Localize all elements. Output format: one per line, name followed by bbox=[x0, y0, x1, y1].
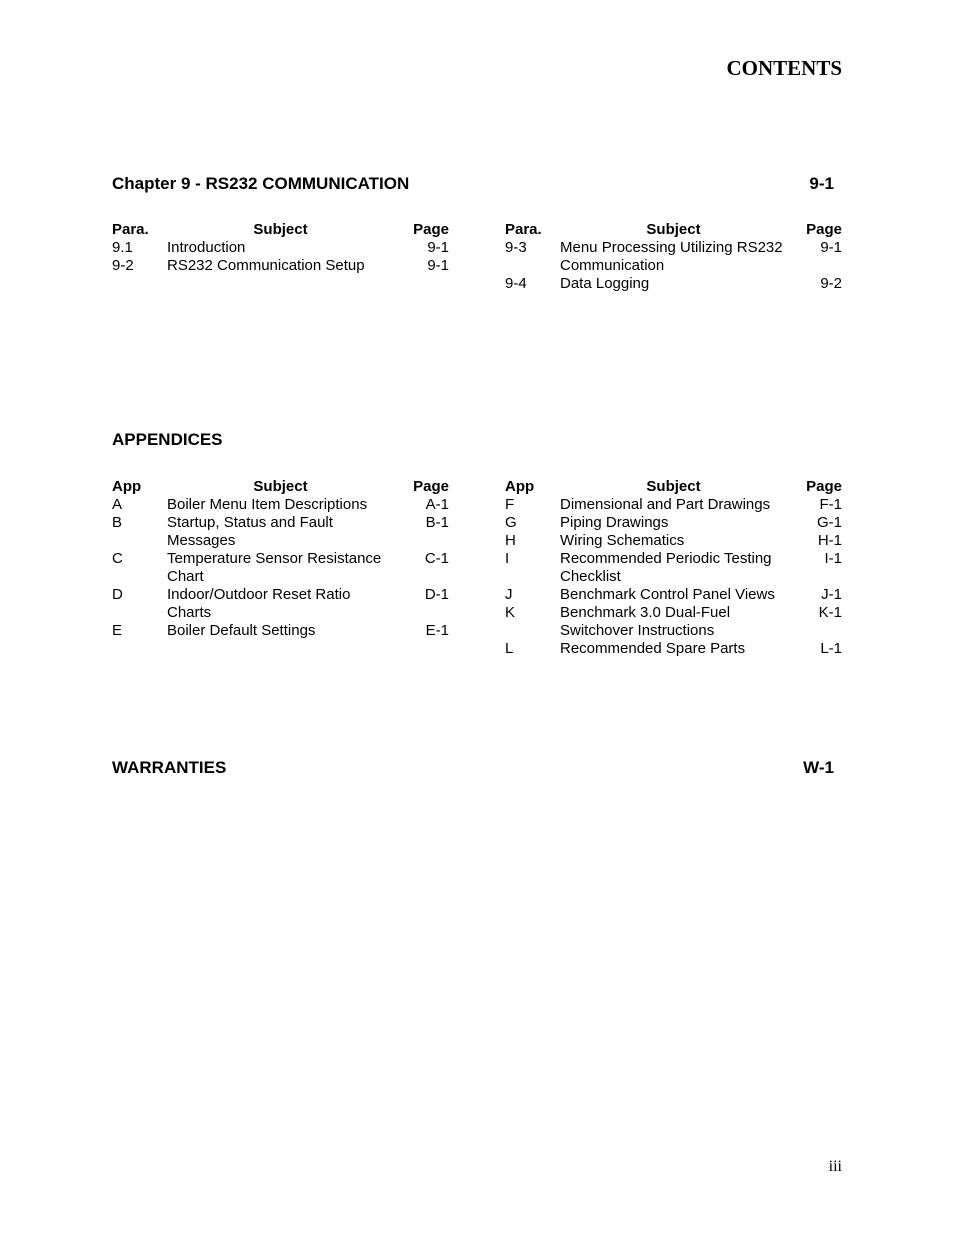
row-page: K-1 bbox=[818, 604, 842, 621]
appendices-table-left bbox=[112, 478, 449, 640]
row-page: 9-1 bbox=[820, 239, 842, 256]
table-row bbox=[112, 514, 449, 550]
warranties-title: WARRANTIES bbox=[112, 758, 227, 777]
header-para: Para. bbox=[505, 221, 542, 238]
table-header-row bbox=[112, 478, 449, 496]
chapter9-title: Chapter 9 - RS232 COMMUNICATION bbox=[112, 174, 410, 193]
table-row bbox=[505, 239, 842, 275]
table-row bbox=[112, 496, 449, 514]
row-id: C bbox=[112, 550, 123, 567]
row-id: L bbox=[505, 640, 514, 657]
header-page: Page bbox=[806, 221, 842, 238]
row-subject: Menu Processing Utilizing RS232 Communication bbox=[560, 239, 783, 274]
row-page: B-1 bbox=[425, 514, 449, 531]
appendices-table-right bbox=[505, 478, 842, 658]
table-row bbox=[505, 640, 842, 658]
header-subject: Subject bbox=[646, 478, 701, 495]
row-id: B bbox=[112, 514, 123, 531]
table-row bbox=[112, 257, 449, 275]
row-subject: Dimensional and Part Drawings bbox=[560, 496, 771, 513]
table-row bbox=[505, 496, 842, 514]
row-page: F-1 bbox=[819, 496, 842, 513]
header-app: App bbox=[505, 478, 535, 495]
table-row bbox=[112, 550, 449, 586]
table-header-row bbox=[505, 478, 842, 496]
header-subject: Subject bbox=[253, 478, 308, 495]
row-subject: Introduction bbox=[167, 239, 246, 256]
row-id: 9-2 bbox=[112, 257, 134, 274]
row-page: D-1 bbox=[424, 586, 449, 603]
row-id: J bbox=[505, 586, 513, 603]
appendices-title: APPENDICES bbox=[112, 430, 223, 449]
header-page: Page bbox=[413, 221, 449, 238]
row-id: K bbox=[505, 604, 516, 621]
row-page: E-1 bbox=[425, 622, 449, 639]
row-id: G bbox=[505, 514, 517, 531]
row-subject: Boiler Menu Item Descriptions bbox=[167, 496, 368, 513]
table-row bbox=[112, 622, 449, 640]
row-id: 9-4 bbox=[505, 275, 527, 292]
row-subject: Recommended Periodic Testing Checklist bbox=[560, 550, 772, 585]
row-id: D bbox=[112, 586, 123, 603]
row-page: A-1 bbox=[425, 496, 449, 513]
header-subject: Subject bbox=[253, 221, 308, 238]
warranties-heading bbox=[112, 758, 834, 778]
header-subject: Subject bbox=[646, 221, 701, 238]
row-subject: Wiring Schematics bbox=[560, 532, 685, 549]
row-id: I bbox=[505, 550, 510, 567]
row-id: 9.1 bbox=[112, 239, 133, 256]
table-row bbox=[505, 604, 842, 640]
row-page: G-1 bbox=[816, 514, 842, 531]
chapter9-page: 9-1 bbox=[809, 174, 834, 193]
row-subject: Temperature Sensor Resistance Chart bbox=[167, 550, 382, 585]
row-subject: Indoor/Outdoor Reset Ratio Charts bbox=[167, 586, 351, 621]
header-page: Page bbox=[806, 478, 842, 495]
page-title: CONTENTS bbox=[726, 56, 842, 80]
row-subject: RS232 Communication Setup bbox=[167, 257, 365, 274]
chapter9-table-right bbox=[505, 221, 842, 293]
row-id: E bbox=[112, 622, 123, 639]
row-page: C-1 bbox=[424, 550, 449, 567]
row-page: 9-1 bbox=[427, 257, 449, 274]
row-subject: Piping Drawings bbox=[560, 514, 669, 531]
row-id: 9-3 bbox=[505, 239, 527, 256]
row-page: 9-1 bbox=[427, 239, 449, 256]
row-subject: Data Logging bbox=[560, 275, 650, 292]
table-header-row bbox=[505, 221, 842, 239]
chapter9-table-left bbox=[112, 221, 449, 275]
header-page: Page bbox=[413, 478, 449, 495]
row-subject: Boiler Default Settings bbox=[167, 622, 316, 639]
row-page: J-1 bbox=[821, 586, 842, 603]
row-page: 9-2 bbox=[820, 275, 842, 292]
row-subject: Recommended Spare Parts bbox=[560, 640, 746, 657]
table-row bbox=[505, 532, 842, 550]
table-row bbox=[505, 550, 842, 586]
row-page: H-1 bbox=[817, 532, 842, 549]
row-page: I-1 bbox=[824, 550, 842, 567]
table-row bbox=[505, 514, 842, 532]
table-header-row bbox=[112, 221, 449, 239]
table-row bbox=[112, 586, 449, 622]
header-para: Para. bbox=[112, 221, 149, 238]
table-row bbox=[112, 239, 449, 257]
page-number: iii bbox=[828, 1158, 842, 1175]
row-id: H bbox=[505, 532, 516, 549]
row-subject: Benchmark 3.0 Dual-Fuel Switchover Instructions bbox=[560, 604, 731, 639]
warranties-page: W-1 bbox=[803, 758, 834, 777]
row-subject: Startup, Status and Fault Messages bbox=[167, 514, 333, 549]
header-app: App bbox=[112, 478, 142, 495]
table-row bbox=[505, 275, 842, 293]
row-page: L-1 bbox=[820, 640, 842, 657]
chapter9-heading bbox=[112, 174, 834, 194]
appendices-heading bbox=[112, 430, 834, 450]
table-row bbox=[505, 586, 842, 604]
row-id: F bbox=[505, 496, 515, 513]
row-subject: Benchmark Control Panel Views bbox=[560, 586, 775, 603]
row-id: A bbox=[112, 496, 123, 513]
